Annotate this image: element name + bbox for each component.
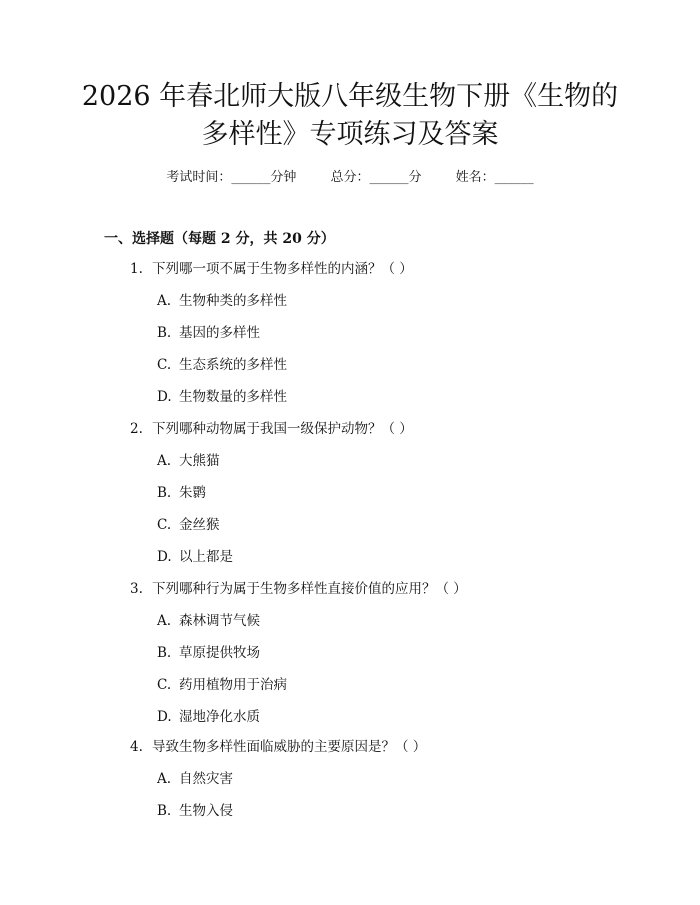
section-heading: 一、选择题（每题 2 分，共 20 分） [104, 231, 335, 247]
option-text: 基因的多样性 [179, 325, 260, 341]
question-1-option-d [157, 388, 287, 406]
question-3-option-b [157, 644, 260, 662]
question-2-option-c [157, 516, 220, 534]
title-line-2: 多样性》专项练习及答案 [201, 119, 499, 150]
option-letter: C. [157, 517, 172, 533]
option-letter: C. [157, 357, 172, 373]
option-text: 生物种类的多样性 [179, 293, 287, 309]
option-letter: A. [157, 293, 172, 309]
option-text: 药用植物用于治病 [179, 677, 287, 693]
question-2-option-a [157, 452, 220, 470]
option-letter: B. [157, 645, 172, 661]
question-2 [130, 420, 413, 438]
total-score-field: 总分：______分 [330, 170, 422, 185]
option-text: 大熊猫 [179, 453, 220, 469]
question-1 [130, 260, 413, 278]
question-1-option-c [157, 356, 287, 374]
option-letter: A. [157, 613, 172, 629]
document-title [0, 78, 700, 154]
option-text: 朱鹮 [179, 485, 206, 501]
option-letter: D. [157, 709, 172, 725]
question-text: 下列哪一项不属于生物多样性的内涵？（ ） [152, 261, 413, 277]
question-4 [130, 738, 426, 756]
question-4-option-a [157, 770, 233, 788]
option-text: 生物入侵 [179, 803, 233, 819]
student-name-field: 姓名：______ [455, 170, 534, 185]
option-text: 金丝猴 [179, 517, 220, 533]
question-number: 1. [130, 261, 143, 277]
option-text: 自然灾害 [179, 771, 233, 787]
question-text: 下列哪种行为属于生物多样性直接价值的应用？（ ） [152, 581, 467, 597]
option-letter: B. [157, 325, 172, 341]
question-2-option-d [157, 548, 233, 566]
question-text: 下列哪种动物属于我国一级保护动物？（ ） [152, 421, 413, 437]
option-text: 生态系统的多样性 [179, 357, 287, 373]
question-3 [130, 580, 467, 598]
option-letter: A. [157, 771, 172, 787]
question-3-option-d [157, 708, 260, 726]
question-3-option-a [157, 612, 260, 630]
option-letter: B. [157, 485, 172, 501]
exam-info-row [0, 169, 700, 187]
option-letter: D. [157, 389, 172, 405]
option-letter: C. [157, 677, 172, 693]
question-number: 2. [130, 421, 143, 437]
title-line-1: 2026 年春北师大版八年级生物下册《生物的 [81, 81, 619, 112]
question-4-option-b [157, 802, 233, 820]
option-text: 以上都是 [179, 549, 233, 565]
option-text: 森林调节气候 [179, 613, 260, 629]
question-3-option-c [157, 676, 287, 694]
option-text: 生物数量的多样性 [179, 389, 287, 405]
option-letter: D. [157, 549, 172, 565]
option-text: 湿地净化水质 [179, 709, 260, 725]
option-text: 草原提供牧场 [179, 645, 260, 661]
exam-time-field: 考试时间：______分钟 [166, 170, 297, 185]
question-text: 导致生物多样性面临威胁的主要原因是？（ ） [152, 739, 427, 755]
question-1-option-b [157, 324, 260, 342]
question-number: 3. [130, 581, 143, 597]
question-2-option-b [157, 484, 206, 502]
option-letter: A. [157, 453, 172, 469]
question-number: 4. [130, 739, 143, 755]
question-1-option-a [157, 292, 287, 310]
option-letter: B. [157, 803, 172, 819]
